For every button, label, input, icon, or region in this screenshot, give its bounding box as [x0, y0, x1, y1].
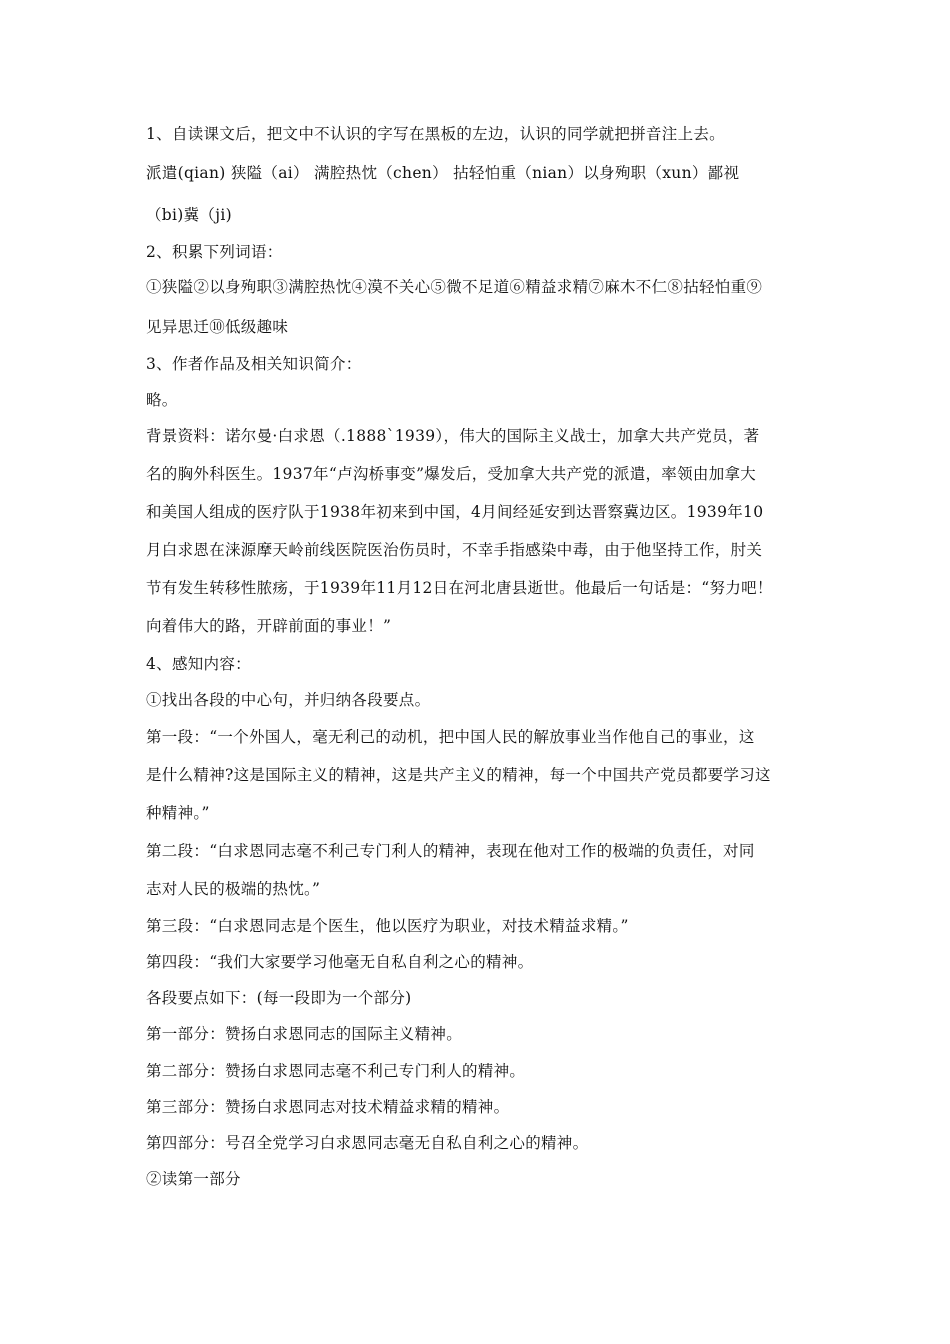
- para1-line-2: 是什么精神?这是国际主义的精神，这是共产主义的精神，每一个中国共产党员都要学习这: [146, 766, 771, 784]
- vocab-line-1: ①狭隘②以身殉职③满腔热忱④漠不关心⑤微不足道⑥精益求精⑦麻木不仁⑧拈轻怕重⑨: [146, 278, 763, 296]
- para2-line-1: 第二段：“白求恩同志毫不利己专门利人的精神，表现在他对工作的极端的负责任，对同: [146, 842, 755, 860]
- part-2-summary: 第二部分：赞扬白求恩同志毫不利己专门利人的精神。: [146, 1062, 526, 1080]
- task-2: ②读第一部分: [146, 1170, 241, 1188]
- section-2-heading: 2、积累下列词语：: [146, 243, 283, 261]
- task-1: ①找出各段的中心句，并归纳各段要点。: [146, 691, 431, 709]
- omitted-note: 略。: [146, 391, 178, 409]
- pinyin-line-2: （bi)冀（ji): [146, 206, 232, 224]
- background-line-1: 背景资料：诺尔曼·白求恩（.1888`1939），伟大的国际主义战士，加拿大共产党员，著: [146, 427, 760, 445]
- vocab-line-2: 见异思迁⑩低级趣味: [146, 318, 289, 336]
- pinyin-line-1: 派遣(qian) 狭隘（ai） 满腔热忱（chen） 拈轻怕重（nian）以身殉职（xun）鄙视: [146, 164, 740, 182]
- part-3-summary: 第三部分：赞扬白求恩同志对技术精益求精的精神。: [146, 1098, 510, 1116]
- summary-heading: 各段要点如下：(每一段即为一个部分): [146, 989, 412, 1007]
- para1-line-1: 第一段：“一个外国人，毫无利己的动机，把中国人民的解放事业当作他自己的事业，这: [146, 728, 755, 746]
- background-line-6: 向着伟大的路，开辟前面的事业！”: [146, 617, 392, 635]
- part-4-summary: 第四部分：号召全党学习白求恩同志毫无自私自利之心的精神。: [146, 1134, 589, 1152]
- section-3-heading: 3、作者作品及相关知识简介：: [146, 355, 362, 373]
- para4-line: 第四段：“我们大家要学习他毫无自私自利之心的精神。: [146, 953, 534, 971]
- instruction-1: 1、自读课文后，把文中不认识的字写在黑板的左边，认识的同学就把拼音注上去。: [146, 125, 725, 143]
- para1-line-3: 种精神。”: [146, 804, 210, 822]
- background-line-2: 名的胸外科医生。1937年“卢沟桥事变”爆发后，受加拿大共产党的派遣，率领由加拿大: [146, 465, 757, 483]
- background-line-5: 节有发生转移性脓疡，于1939年11月12日在河北唐县逝世。他最后一句话是：“努力吧！: [146, 579, 773, 597]
- para3-line: 第三段：“白求恩同志是个医生，他以医疗为职业，对技术精益求精。”: [146, 917, 629, 935]
- para2-line-2: 志对人民的极端的热忱。”: [146, 880, 321, 898]
- background-line-3: 和美国人组成的医疗队于1938年初来到中国，4月间经延安到达晋察冀边区。1939年10: [146, 503, 764, 521]
- background-line-4: 月白求恩在涞源摩天岭前线医院医治伤员时，不幸手指感染中毒，由于他坚持工作，肘关: [146, 541, 763, 559]
- section-4-heading: 4、感知内容：: [146, 655, 251, 673]
- part-1-summary: 第一部分：赞扬白求恩同志的国际主义精神。: [146, 1025, 463, 1043]
